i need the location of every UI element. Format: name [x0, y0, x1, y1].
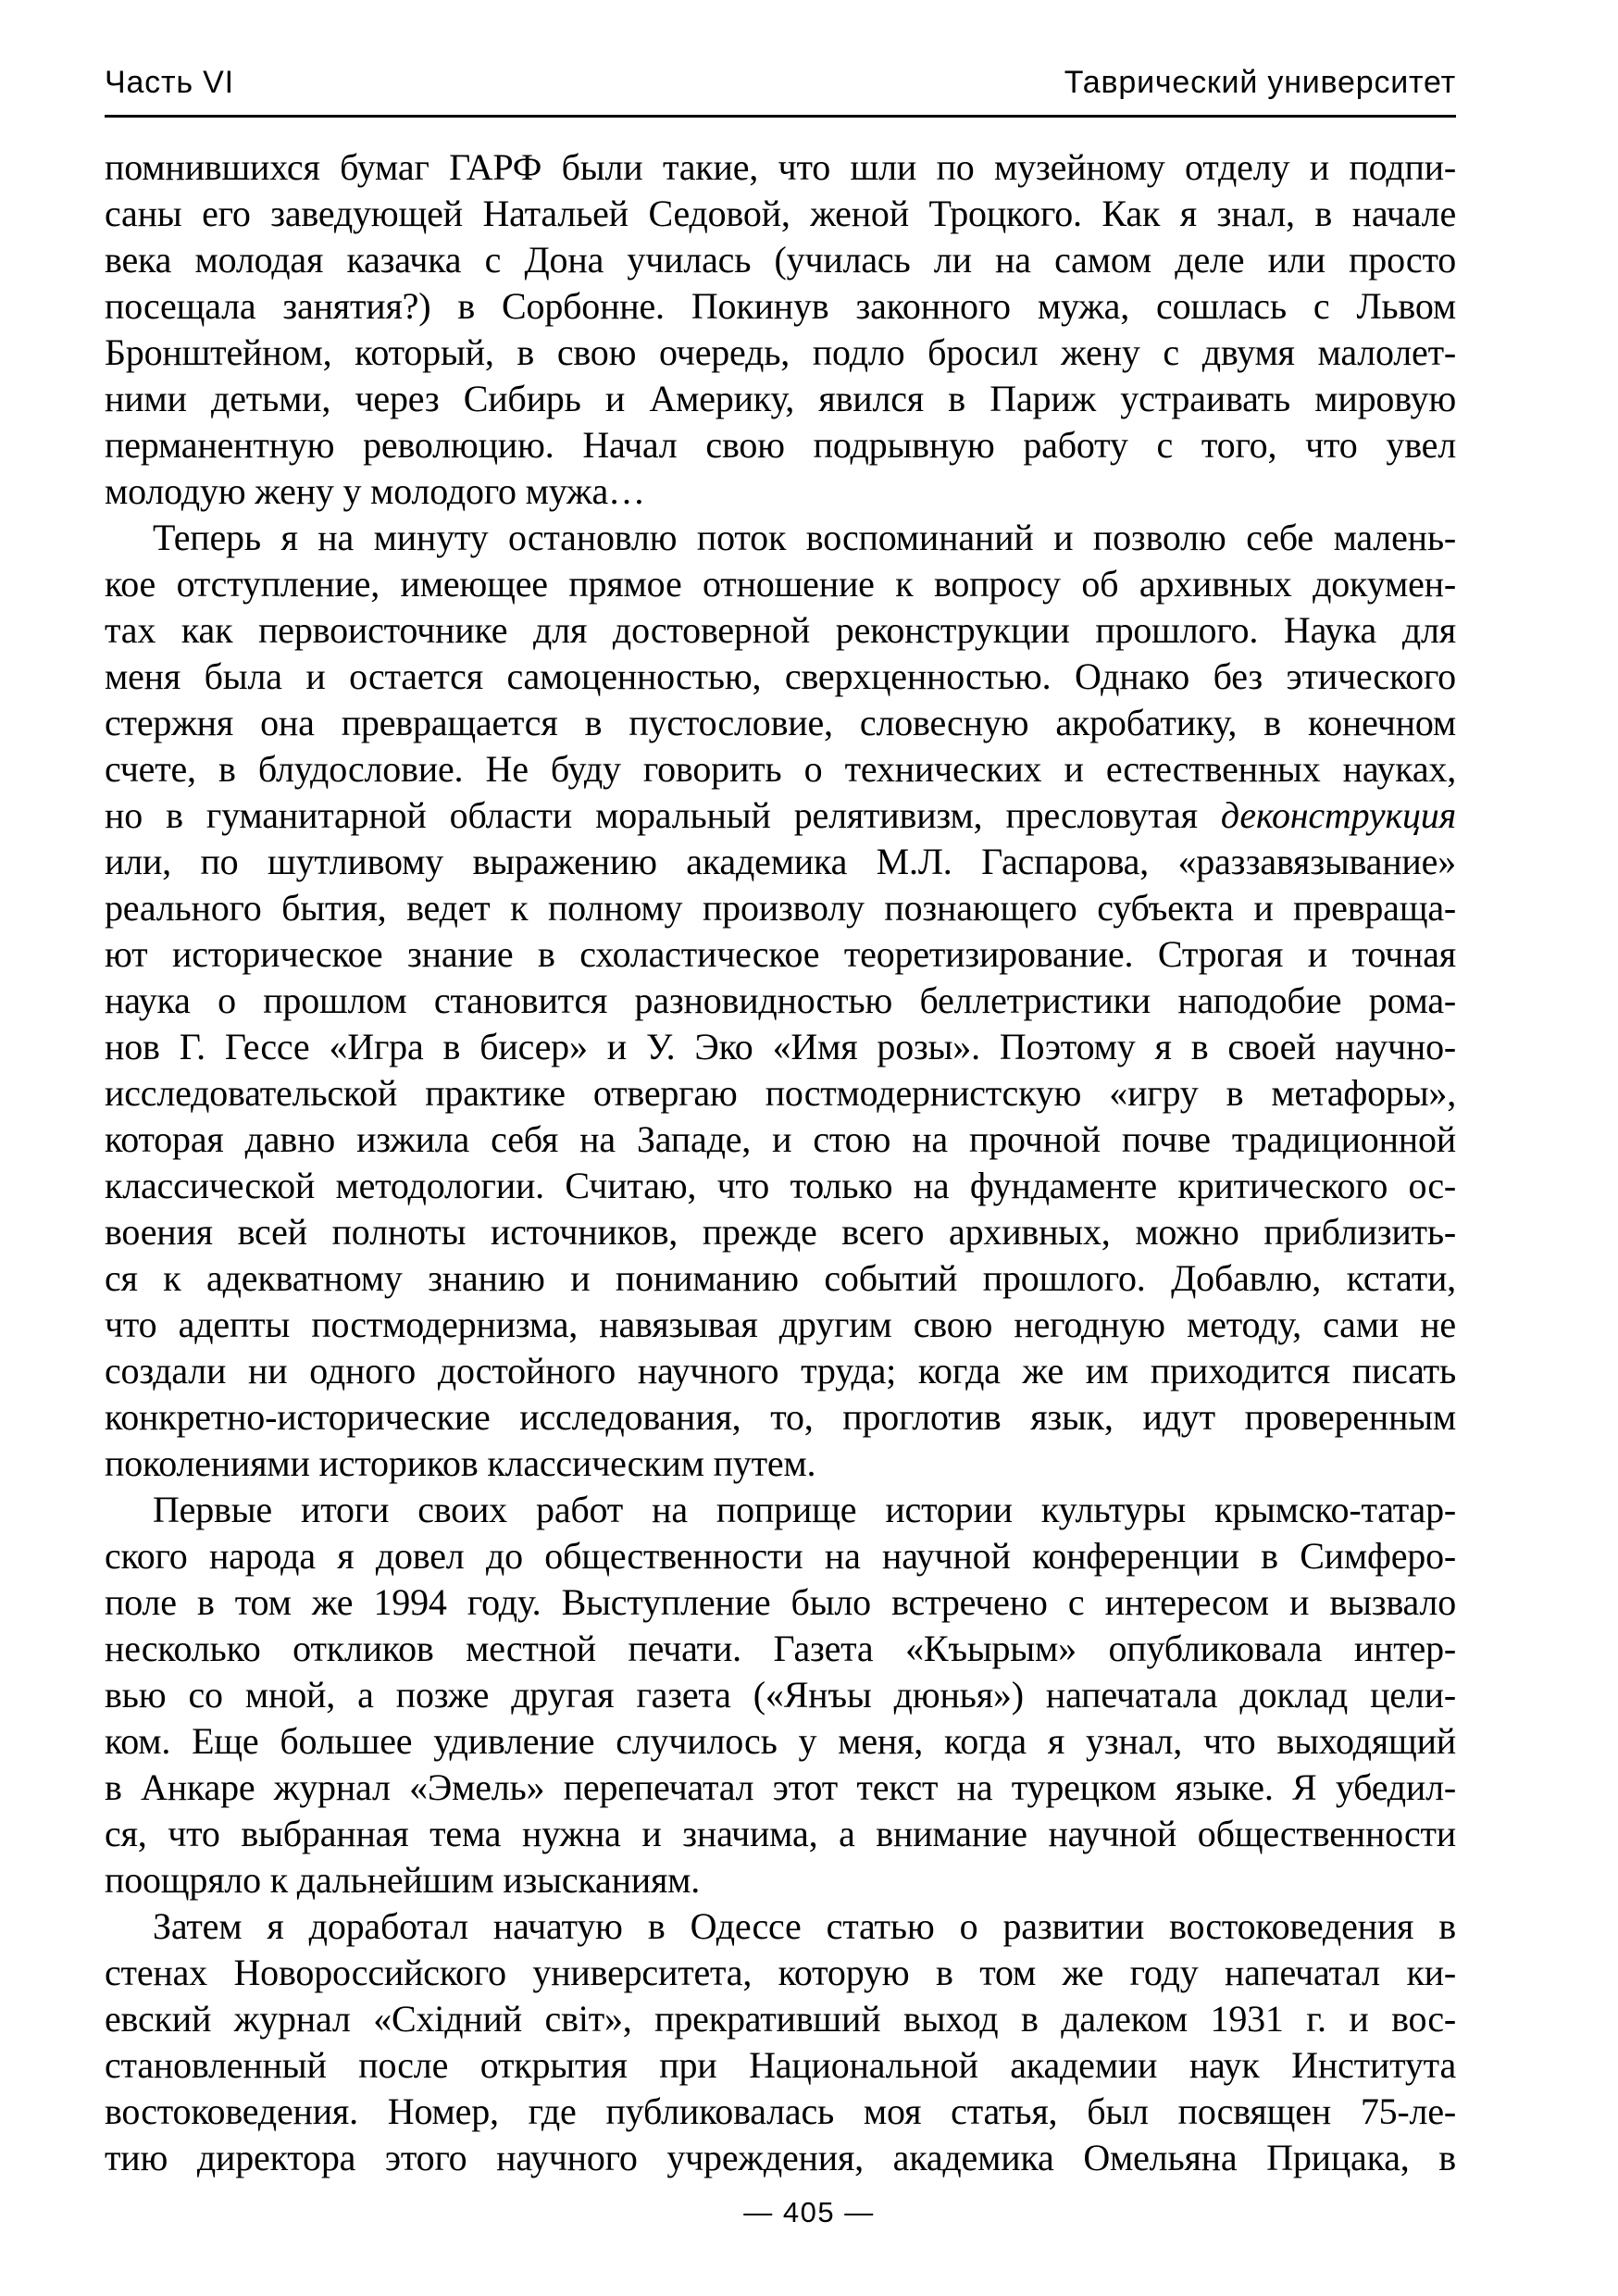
text-line — [105, 330, 1456, 376]
header-rule — [105, 115, 1456, 118]
text-segment: создали ни одного достойного научного труда; когда же им приходится писать — [105, 1350, 1456, 1391]
text-line — [105, 1302, 1456, 1348]
text-line — [105, 1255, 1456, 1302]
text-segment: тию директора этого научного учреждения, академика Омельяна Прицака, в — [105, 2137, 1456, 2178]
text-line — [105, 1765, 1456, 1811]
text-line — [105, 1441, 1456, 1487]
text-line — [105, 468, 1456, 515]
text-line — [105, 1811, 1456, 1857]
text-segment: поле в том же 1994 году. Выступление было встречено с интересом и вызвало — [105, 1581, 1456, 1623]
text-segment: исследовательской практике отвергаю постмодернистскую «игру в метафоры», — [105, 1072, 1456, 1114]
text-segment: саны его заведующей Натальей Седовой, женой Троцкого. Как я знал, в начале — [105, 193, 1456, 234]
text-line — [105, 1394, 1456, 1441]
text-line — [105, 2042, 1456, 2089]
text-segment: стержня она превращается в пустословие, словесную акробатику, в конечном — [105, 702, 1456, 743]
text-segment: несколько откликов местной печати. Газета «Къырым» опубликовала интер- — [105, 1628, 1456, 1669]
text-segment: тах как первоисточнике для достоверной реконструкции прошлого. Наука для — [105, 609, 1456, 651]
text-segment: в Анкаре журнал «Эмель» перепечатал этот текст на турецком языке. Я убедил- — [105, 1766, 1456, 1808]
text-line — [105, 654, 1456, 700]
text-segment: наука о прошлом становится разновидностью беллетристики наподобие рома- — [105, 980, 1456, 1021]
text-line — [105, 1117, 1456, 1163]
text-segment: вью со мной, а позже другая газета («Янъы дюнья») напечатала доклад цели- — [105, 1674, 1456, 1716]
text-segment: ся, что выбранная тема нужна и значима, а внимание научной общественности — [105, 1813, 1456, 1854]
text-line — [105, 885, 1456, 931]
running-head-right: Таврический университет — [1064, 65, 1456, 100]
page-header — [105, 65, 1456, 101]
text-line — [105, 376, 1456, 422]
text-segment: молодую жену у молодого мужа… — [105, 470, 645, 512]
text-segment: ют историческое знание в схоластическое теоретизирование. Строгая и точная — [105, 933, 1456, 975]
text-line — [105, 1857, 1456, 1903]
text-line — [105, 1718, 1456, 1765]
text-segment: поощряло к дальнейшим изысканиям. — [105, 1859, 701, 1901]
text-line — [105, 1950, 1456, 1996]
text-line — [105, 1626, 1456, 1672]
text-segment: или, по шутливому выражению академика М.Л. Гаспарова, «раззавязывание» — [105, 841, 1456, 882]
text-segment: Первые итоги своих работ на поприще истории культуры крымско-татар- — [153, 1489, 1456, 1530]
text-segment: счете, в блудословие. Не буду говорить о технических и естественных науках, — [105, 748, 1456, 790]
text-segment: становленный после открытия при Национальной академии наук Института — [105, 2044, 1456, 2086]
text-line — [105, 792, 1456, 839]
text-line — [105, 191, 1456, 237]
text-segment: перманентную революцию. Начал свою подрывную работу с того, что увел — [105, 424, 1456, 466]
running-head-left: Часть VI — [105, 65, 234, 100]
text-segment: реального бытия, ведет к полному произволу познающего субъекта и превраща- — [105, 887, 1456, 929]
text-line — [105, 978, 1456, 1024]
text-line — [105, 1533, 1456, 1579]
text-line — [105, 515, 1456, 561]
text-line — [105, 700, 1456, 746]
text-segment: поколениями историков классическим путем. — [105, 1442, 816, 1484]
page-footer — [0, 2196, 1618, 2229]
italic-text-segment: деконструкция — [1220, 794, 1456, 836]
text-segment: посещала занятия?) в Сорбонне. Покинув законного мужа, сошлась с Львом — [105, 285, 1456, 327]
text-line — [105, 1903, 1456, 1950]
text-line — [105, 1996, 1456, 2042]
text-line — [105, 1024, 1456, 1070]
text-segment: века молодая казачка с Дона училась (училась ли на самом деле или просто — [105, 239, 1456, 281]
text-line — [105, 561, 1456, 607]
text-segment: нов Г. Гессе «Игра в бисер» и У. Эко «Имя розы». Поэтому я в своей научно- — [105, 1026, 1456, 1067]
text-line — [105, 283, 1456, 330]
text-segment: но в гуманитарной области моральный релятивизм, пресловутая — [105, 794, 1221, 836]
text-segment: что адепты постмодернизма, навязывая другим свою негодную методу, сами не — [105, 1304, 1456, 1345]
text-line — [105, 422, 1456, 468]
text-segment: классической методологии. Считаю, что только на фундаменте критического ос- — [105, 1165, 1456, 1206]
text-line — [105, 1672, 1456, 1718]
page-number: — 405 — — [743, 2196, 875, 2228]
body-text — [105, 144, 1456, 2181]
text-segment: ком. Еще большее удивление случилось у меня, когда я узнал, что выходящий — [105, 1720, 1456, 1762]
text-segment: помнившихся бумаг ГАРФ были такие, что шли по музейному отделу и подпи- — [105, 146, 1456, 188]
text-line — [105, 839, 1456, 885]
text-segment: конкретно-исторические исследования, то, проглотив язык, идут проверенным — [105, 1396, 1456, 1438]
text-line — [105, 237, 1456, 283]
text-segment: Затем я доработал начатую в Одессе статью о развитии востоковедения в — [153, 1905, 1456, 1947]
text-line — [105, 931, 1456, 978]
text-segment: ся к адекватному знанию и пониманию событий прошлого. Добавлю, кстати, — [105, 1257, 1456, 1299]
text-segment: евский журнал «Східний світ», прекративший выход в далеком 1931 г. и вос- — [105, 1998, 1456, 2040]
text-line — [105, 746, 1456, 792]
text-segment: стенах Новороссийского университета, которую в том же году напечатал ки- — [105, 1952, 1456, 1993]
text-segment: которая давно изжила себя на Западе, и стою на прочной почве традиционной — [105, 1118, 1456, 1160]
text-line — [105, 1209, 1456, 1255]
text-segment: Бронштейном, который, в свою очередь, подло бросил жену с двумя малолет- — [105, 331, 1456, 373]
text-line — [105, 1070, 1456, 1117]
text-line — [105, 1163, 1456, 1209]
text-segment: ского народа я довел до общественности на научной конференции в Симферо- — [105, 1535, 1456, 1577]
text-segment: востоковедения. Номер, где публиковалась моя статья, был посвящен 75-ле- — [105, 2090, 1456, 2132]
text-line — [105, 1348, 1456, 1394]
text-line — [105, 1579, 1456, 1626]
text-line — [105, 2089, 1456, 2135]
text-segment: кое отступление, имеющее прямое отношение к вопросу об архивных докумен- — [105, 563, 1456, 605]
text-segment: воения всей полноты источников, прежде всего архивных, можно приблизить- — [105, 1211, 1456, 1253]
text-line — [105, 1487, 1456, 1533]
text-line — [105, 2135, 1456, 2181]
text-line — [105, 607, 1456, 654]
text-line — [105, 144, 1456, 191]
text-segment: меня была и остается самоценностью, сверхценностью. Однако без этического — [105, 655, 1456, 697]
text-segment: Теперь я на минуту остановлю поток воспоминаний и позволю себе малень- — [153, 517, 1456, 558]
text-segment: ними детьми, через Сибирь и Америку, явился в Париж устраивать мировую — [105, 378, 1456, 419]
